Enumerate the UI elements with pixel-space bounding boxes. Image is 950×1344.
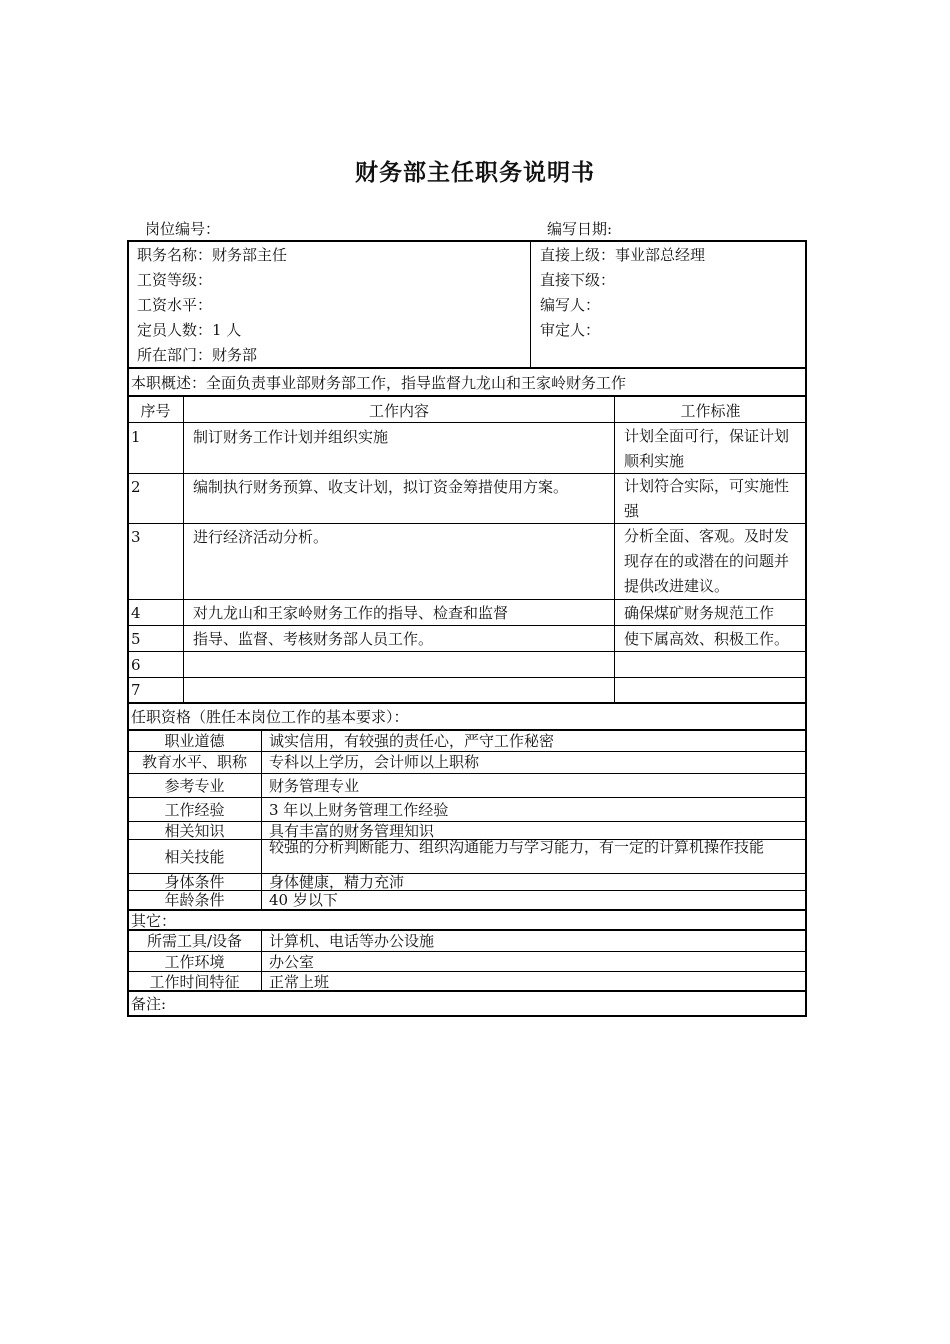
qualification-label: 身体条件 xyxy=(164,873,225,891)
others-label: 所需工具/设备 xyxy=(146,932,243,950)
basic-right-2: 编写人： xyxy=(540,296,601,314)
job-summary: 本职概述：全面负责事业部财务部工作，指导监督九龙山和王家岭财务工作 xyxy=(131,374,627,392)
basic-right-0: 直接上级：事业部总经理 xyxy=(540,246,706,264)
page-title: 财务部主任职务说明书 xyxy=(355,160,595,186)
duty-no: 6 xyxy=(131,656,141,674)
duties-header-content: 工作内容 xyxy=(368,402,429,420)
duty-no: 7 xyxy=(131,681,141,699)
basic-left-4: 所在部门：财务部 xyxy=(137,346,258,364)
duty-standard: 计划全面可行，保证计划顺利实施 xyxy=(624,427,790,470)
others-label: 工作时间特征 xyxy=(149,973,240,991)
qualification-value: 较强的分析判断能力、组织沟通能力与学习能力，有一定的计算机操作技能 xyxy=(269,838,765,856)
qualification-label: 教育水平、职称 xyxy=(141,753,247,771)
duty-no: 3 xyxy=(131,528,141,546)
qualification-label: 参考专业 xyxy=(164,777,225,795)
duty-standard: 计划符合实际，可实施性强 xyxy=(624,477,790,520)
basic-right-1: 直接下级： xyxy=(540,271,616,289)
qualification-value: 具有丰富的财务管理知识 xyxy=(269,822,435,840)
qualification-label: 相关技能 xyxy=(164,848,225,866)
duty-content: 指导、监督、考核财务部人员工作。 xyxy=(193,630,434,648)
basic-right-3: 审定人： xyxy=(540,321,601,339)
write-date-label: 编写日期: xyxy=(547,220,613,238)
others-value: 计算机、电话等办公设施 xyxy=(269,932,435,950)
qualification-value: 身体健康，精力充沛 xyxy=(269,873,405,891)
duty-content: 进行经济活动分析。 xyxy=(193,528,329,546)
qualification-label: 年龄条件 xyxy=(164,891,225,909)
duty-no: 2 xyxy=(131,478,141,496)
basic-divider xyxy=(530,241,531,368)
qualification-value: 财务管理专业 xyxy=(269,777,360,795)
others-value: 办公室 xyxy=(269,953,315,971)
post-number-label: 岗位编号： xyxy=(145,220,221,238)
qualification-label: 职业道德 xyxy=(164,732,225,750)
duty-no: 5 xyxy=(131,630,141,648)
qualification-title: 任职资格（胜任本岗位工作的基本要求）： xyxy=(131,708,409,726)
others-value: 正常上班 xyxy=(269,973,330,991)
qualification-label: 相关知识 xyxy=(164,822,225,840)
duty-content: 对九龙山和王家岭财务工作的指导、检查和监督 xyxy=(193,604,509,622)
basic-left-1: 工资等级： xyxy=(137,271,213,289)
others-label: 工作环境 xyxy=(164,953,225,971)
remarks: 备注: xyxy=(131,995,167,1013)
basic-left-0: 职务名称：财务部主任 xyxy=(137,246,288,264)
duty-no: 4 xyxy=(131,604,141,622)
others-title: 其它： xyxy=(131,912,177,930)
qualification-label: 工作经验 xyxy=(164,801,225,819)
qualification-value: 3 年以上财务管理工作经验 xyxy=(269,801,449,819)
duty-standard: 确保煤矿财务规范工作 xyxy=(624,604,775,622)
qualification-value: 40 岁以下 xyxy=(269,891,338,909)
duty-standard: 分析全面、客观。及时发现存在的或潜在的问题并提供改进建议。 xyxy=(624,527,790,595)
duty-no: 1 xyxy=(131,428,141,446)
duties-header-no: 序号 xyxy=(140,402,171,420)
basic-left-3: 定员人数：1 人 xyxy=(137,321,242,339)
qualification-value: 专科以上学历，会计师以上职称 xyxy=(269,753,480,771)
duty-content: 编制执行财务预算、收支计划，拟订资金筹措使用方案。 xyxy=(193,478,569,496)
duty-standard: 使下属高效、积极工作。 xyxy=(624,630,790,648)
qualification-value: 诚实信用，有较强的责任心，严守工作秘密 xyxy=(269,732,555,750)
duty-content: 制订财务工作计划并组织实施 xyxy=(193,428,389,446)
duties-header-standard: 工作标准 xyxy=(680,402,741,420)
basic-left-2: 工资水平： xyxy=(137,296,213,314)
